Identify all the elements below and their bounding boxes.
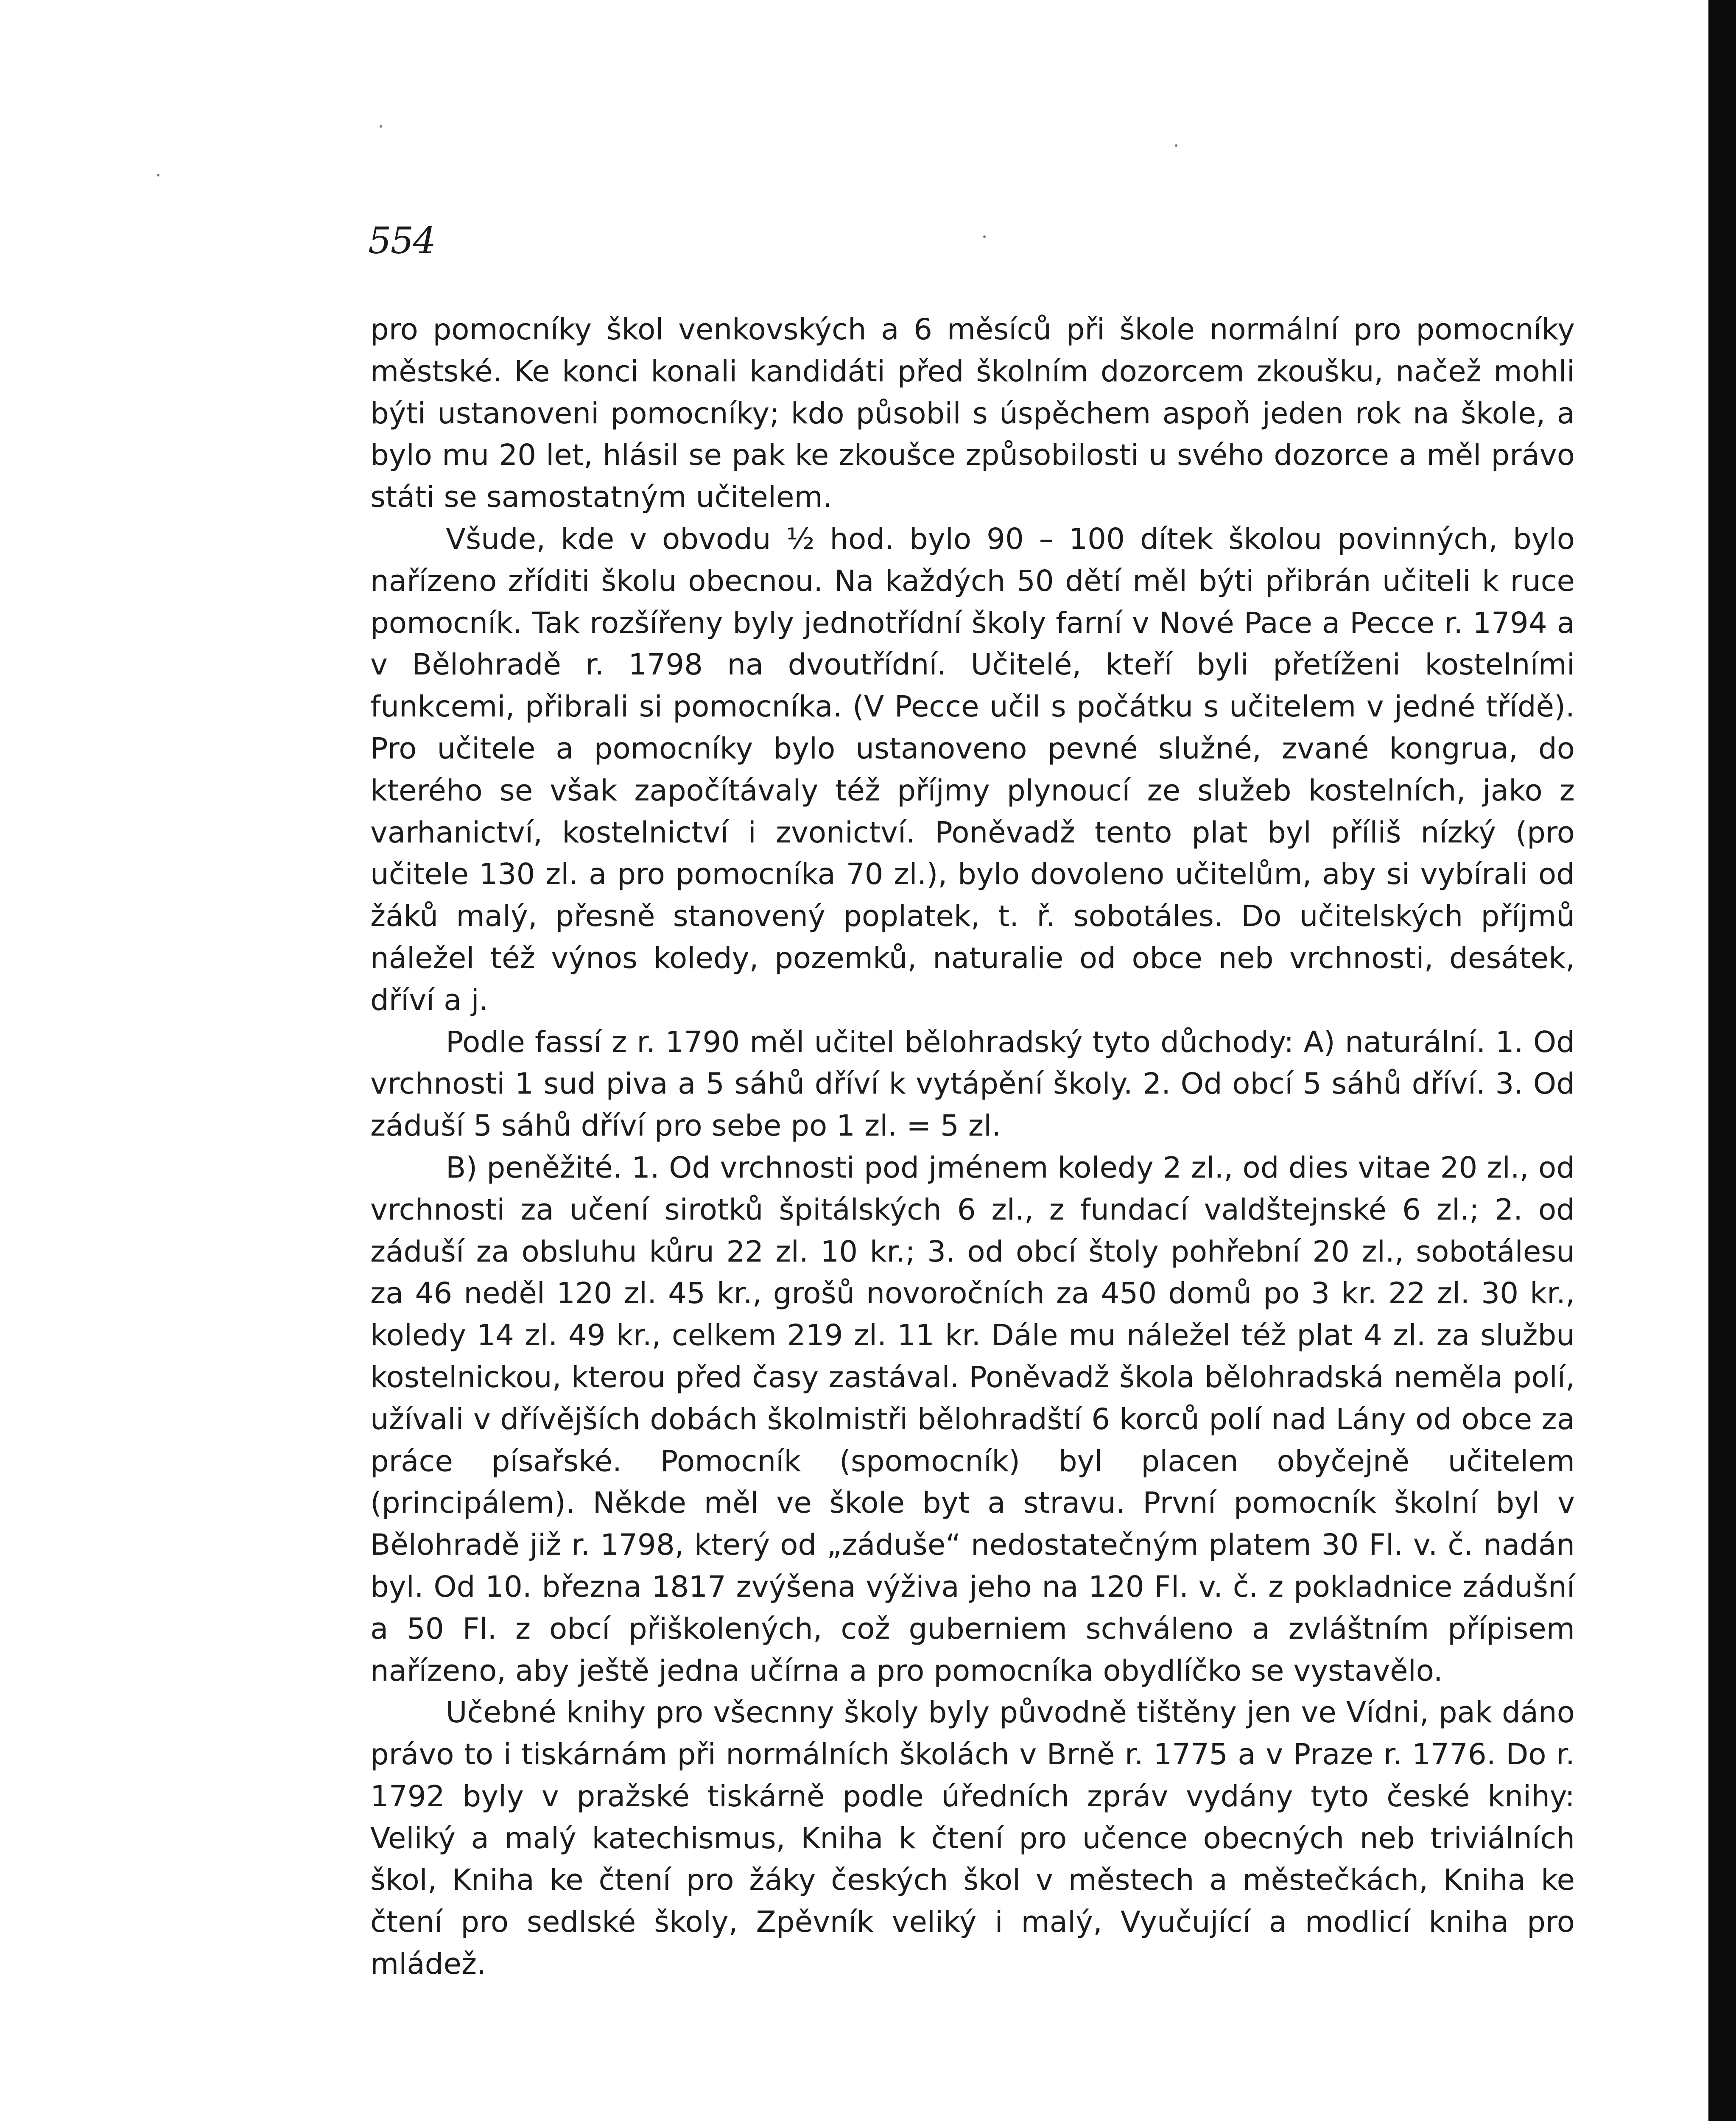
print-speck [1175,144,1177,147]
paragraph: Podle fassí z r. 1790 měl učitel bělohradský tyto důchody: A) naturální. 1. Od vrchnosti 1 sud piva a 5 sáhů dříví k vytápění školy. 2. Od obcí 5 sáhů dříví. 3. Od záduší 5 sáhů dříví pro sebe po 1 zl. = 5 zl. [370,1025,1575,1143]
scan-border [1708,0,1736,2121]
paragraph: Všude, kde v obvodu ½ hod. bylo 90 – 100 dítek školou povinných, bylo nařízeno zříditi školu obecnou. Na každých 50 dětí měl býti přibrán učiteli k ruce pomocník. Tak rozšířeny byly jednotřídní školy farní v Nové Pace a Pecce r. 1794 a v Bělohradě r. 1798 na dvoutřídní. Učitelé, kteří byli přetíženi kostelními funkcemi, přibrali si pomocníka. (V Pecce učil s počátku s učitelem v jedné třídě). Pro učitele a pomocníky bylo ustanoveno pevné služné, zvané kongrua, do kterého se však započítávaly též příjmy plynoucí ze služeb kostelních, jako z varhanictví, kostelnictví i zvonictví. Poněvadž tento plat byl příliš nízký (pro učitele 130 zl. a pro pomocníka 70 zl.), bylo dovoleno učitelům, aby si vybírali od žáků malý, přesně stanovený poplatek, t. ř. sobotáles. Do učitelských příjmů náležel též výnos koledy, pozemků, naturalie od obce neb vrchnosti, desátek, dříví a j. [370,522,1575,1017]
body-text [370,309,1575,1985]
paragraph: pro pomocníky škol venkovských a 6 měsíců při škole normální pro pomocníky městské. Ke konci konali kandidáti před školním dozorcem zkoušku, načež mohli býti ustanoveni pomocníky; kdo působil s úspěchem aspoň jeden rok na škole, a bylo mu 20 let, hlásil se pak ke zkoušce způsobilosti u svého dozorce a měl právo státi se samostatným učitelem. [370,313,1575,515]
print-speck [157,174,159,176]
print-speck [983,235,986,238]
paragraph: Učebné knihy pro všecnny školy byly původně tištěny jen ve Vídni, pak dáno právo to i tiskárnám při normálních školách v Brně r. 1775 a v Praze r. 1776. Do r. 1792 byly v pražské tiskárně podle úředních zpráv vydány tyto české knihy: Veliký a malý katechismus, Kniha k čtení pro učence obecných neb triviálních škol, Kniha ke čtení pro žáky českých škol v městech a městečkách, Kniha ke čtení pro sedlské školy, Zpěvník veliký i malý, Vyučující a modlicí kniha pro mládež. [370,1696,1575,1981]
paragraph: B) peněžité. 1. Od vrchnosti pod jménem koledy 2 zl., od dies vitae 20 zl., od vrchnosti za učení sirotků špitálských 6 zl., z fundací valdštejnské 6 zl.; 2. od záduší za obsluhu kůru 22 zl. 10 kr.; 3. od obcí štoly pohřební 20 zl., sobotálesu za 46 neděl 120 zl. 45 kr., grošů novoročních za 450 domů po 3 kr. 22 zl. 30 kr., koledy 14 zl. 49 kr., celkem 219 zl. 11 kr. Dále mu náležel též plat 4 zl. za službu kostelnickou, kterou před časy zastával. Poněvadž škola bělohradská neměla polí, užívali v dřívějších dobách školmistři bělohradští 6 korců polí nad Lány od obce za práce písařské. Pomocník (spomocník) byl placen obyčejně učitelem (principálem). Někde měl ve škole byt a stravu. První pomocník školní byl v Bělohradě již r. 1798, který od „záduše“ nedostatečným platem 30 Fl. v. č. nadán byl. Od 10. března 1817 zvýšena výživa jeho na 120 Fl. v. č. z pokladnice zádušní a 50 Fl. z obcí přiškolených, což guberniem schváleno a zvláštním přípisem nařízeno, aby ještě jedna učírna a pro pomocníka obydlíčko se vystavělo. [370,1150,1575,1688]
print-speck [380,125,382,128]
page-number: 554 [368,220,436,262]
